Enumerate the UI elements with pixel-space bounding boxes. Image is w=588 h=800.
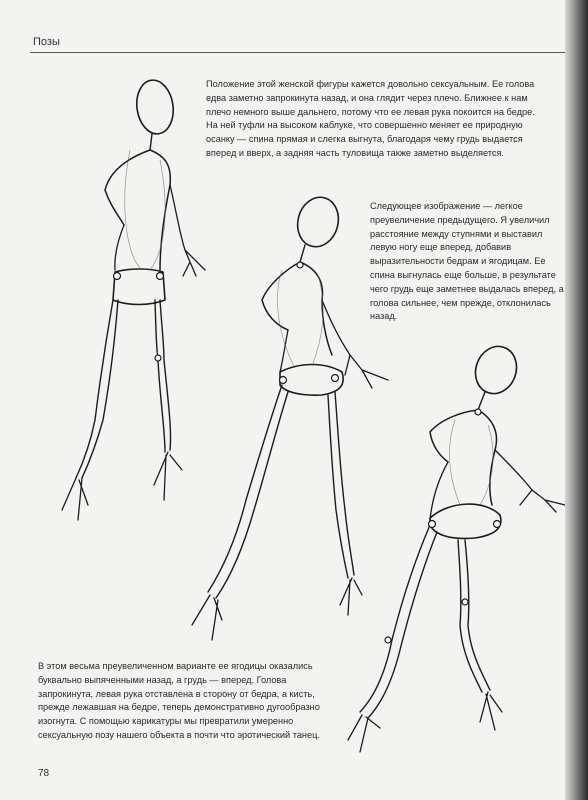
caption-figure-1: Положение этой женской фигуры кажется довольно сексуальным. Ее голова едва заметно запрокинута назад, и она глядит через плечо. Ближнее к нам плечо немного выше дальнего, потому что ее левая рука покоится на бедре. На ней туфли на высоком каблуке, что совершенно меняет ее природную осанку — спина прямая и слегка выгнута, благодаря чему грудь выдается вперед и вверх, а задняя часть туловища также заметно выделяется.	[206, 79, 535, 158]
figure-sketch-1	[62, 78, 205, 520]
caption-figure-2: Следующее изображение — легкое преувеличение предыдущего. Я увеличил расстояние между ступнями и выставил левую ногу еще вперед, добавив выразительности бедрам и ягодицам. Ее спина выгнулась еще больше, в результате чего грудь еще заметнее выдалась вперед, а голова сильнее, чем прежде, отклонилась назад.	[370, 201, 564, 322]
page-number: 78	[38, 768, 50, 779]
caption-figure-3: В этом весьма преувеличенном варианте ее ягодицы оказались буквально выпяченными назад, а грудь — вперед. Голова запрокинута, левая рука отставлена в сторону от бедра, а кисть, прежде лежавшая на бедре, теперь демонстративно дугообразно изогнута. С помощью карикатуры мы превратили умеренно сексуальную позу нашего объекта в почти что эротический танец.	[38, 661, 320, 740]
book-spine-shadow	[565, 0, 588, 800]
figure-sketch-2	[192, 193, 388, 640]
running-header: Позы	[33, 36, 60, 48]
figure-sketch-3	[348, 341, 565, 752]
